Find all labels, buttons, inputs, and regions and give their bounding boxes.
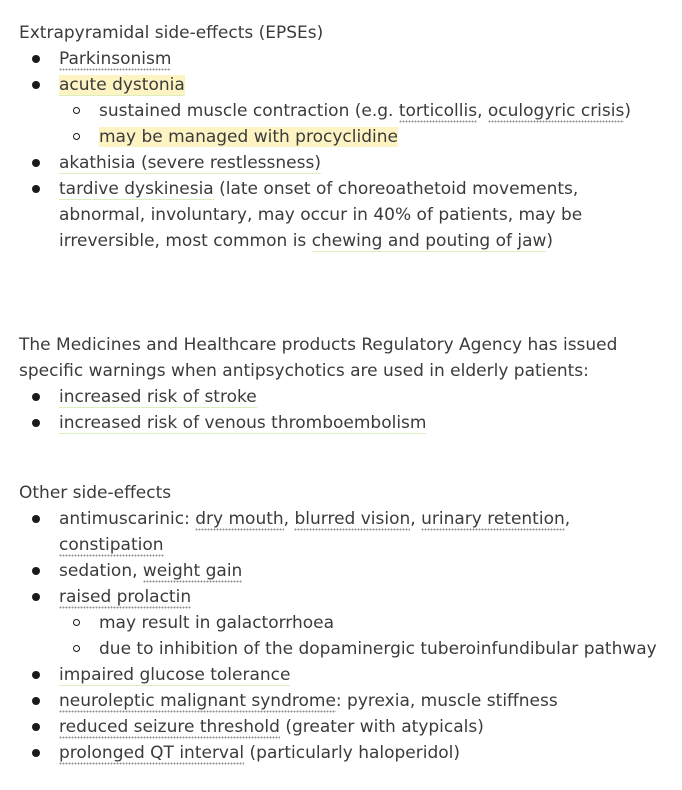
- list-item-antimuscarinic: [19, 506, 669, 558]
- sublist-item-galactorrhoea: [59, 610, 669, 636]
- glucose-tolerance-text: impaired glucose tolerance: [59, 665, 291, 685]
- list-item-glucose: [19, 662, 669, 688]
- list-item-tardive-dyskinesia: [19, 176, 669, 254]
- section-spacer: [19, 254, 669, 332]
- galactorrhoea-text: may result in galactorrhoea: [99, 613, 335, 633]
- separator-text: ,: [410, 509, 422, 529]
- tardive-description: (late onset of choreoathetoid movements, abnormal, involuntary, may occur in 40% of patients, may be irreversible, most common is: [59, 179, 583, 251]
- epses-heading: Extrapyramidal side-effects (EPSEs): [19, 23, 324, 43]
- other-list: [19, 506, 669, 766]
- sublist-item-contraction: [59, 98, 669, 124]
- seizure-threshold-link[interactable]: reduced seizure threshold: [59, 717, 280, 737]
- blurred-vision-link[interactable]: blurred vision: [294, 509, 411, 529]
- constipation-link[interactable]: constipation: [59, 535, 164, 555]
- sublist-item-procyclidine: [59, 124, 669, 150]
- chewing-pouting-term: chewing and pouting of jaw: [311, 231, 547, 251]
- closing-paren: ): [624, 101, 631, 121]
- vte-risk-text: increased risk of venous thromboembolism: [59, 413, 427, 433]
- oculogyric-crisis-link[interactable]: oculogyric crisis: [487, 101, 625, 121]
- mhra-paragraph: The Medicines and Healthcare products Regulatory Agency has issued specific warnings when antipsychotics are used in elderly patients:: [19, 335, 618, 381]
- other-heading: Other side-effects: [19, 483, 172, 503]
- urinary-retention-link[interactable]: urinary retention: [421, 509, 565, 529]
- antimuscarinic-label: antimuscarinic:: [59, 509, 196, 529]
- separator-text: ,: [564, 509, 571, 529]
- list-item-sedation: [19, 558, 669, 584]
- parkinsonism-link[interactable]: Parkinsonism: [59, 49, 172, 69]
- nms-link[interactable]: neuroleptic malignant syndrome: [59, 691, 336, 711]
- list-item-seizure: [19, 714, 669, 740]
- list-item-parkinsonism: [19, 46, 669, 72]
- separator-text: ,: [283, 509, 295, 529]
- mhra-list: [19, 384, 669, 436]
- dry-mouth-link[interactable]: dry mouth: [195, 509, 284, 529]
- raised-prolactin-link[interactable]: raised prolactin: [59, 587, 192, 607]
- list-item-stroke: [19, 384, 669, 410]
- acute-dystonia-highlight: acute dystonia: [59, 75, 185, 95]
- list-item-acute-dystonia: [19, 72, 669, 150]
- list-item-raised-prolactin: [19, 584, 669, 662]
- separator-text: ,: [477, 101, 488, 121]
- list-item-nms: [19, 688, 669, 714]
- list-item-akathisia: [19, 150, 669, 176]
- qt-description: (particularly haloperidol): [244, 743, 461, 763]
- list-item-vte: [19, 410, 669, 436]
- weight-gain-link[interactable]: weight gain: [142, 561, 243, 581]
- nms-description: : pyrexia, muscle stiffness: [335, 691, 558, 711]
- list-item-qt: [19, 740, 669, 766]
- qt-interval-link[interactable]: prolonged QT interval: [59, 743, 245, 763]
- contraction-text: sustained muscle contraction (e.g.: [99, 101, 399, 121]
- stroke-risk-text: increased risk of stroke: [59, 387, 257, 407]
- closing-paren: ): [546, 231, 554, 251]
- sublist-item-dopaminergic: [59, 636, 669, 662]
- epses-list: [19, 46, 669, 254]
- seizure-description: (greater with atypicals): [279, 717, 484, 737]
- tardive-dyskinesia-term: tardive dyskinesia: [59, 179, 214, 199]
- sedation-text: sedation,: [59, 561, 143, 581]
- dopaminergic-text: due to inhibition of the dopaminergic tuberoinfundibular pathway: [99, 639, 657, 659]
- prolactin-sublist: [59, 610, 669, 662]
- section-spacer: [19, 436, 669, 480]
- procyclidine-highlight: may be managed with procyclidine: [99, 127, 398, 147]
- torticollis-link[interactable]: torticollis: [398, 101, 478, 121]
- acute-dystonia-sublist: [59, 98, 669, 150]
- akathisia-text: akathisia (severe restlessness): [59, 153, 321, 173]
